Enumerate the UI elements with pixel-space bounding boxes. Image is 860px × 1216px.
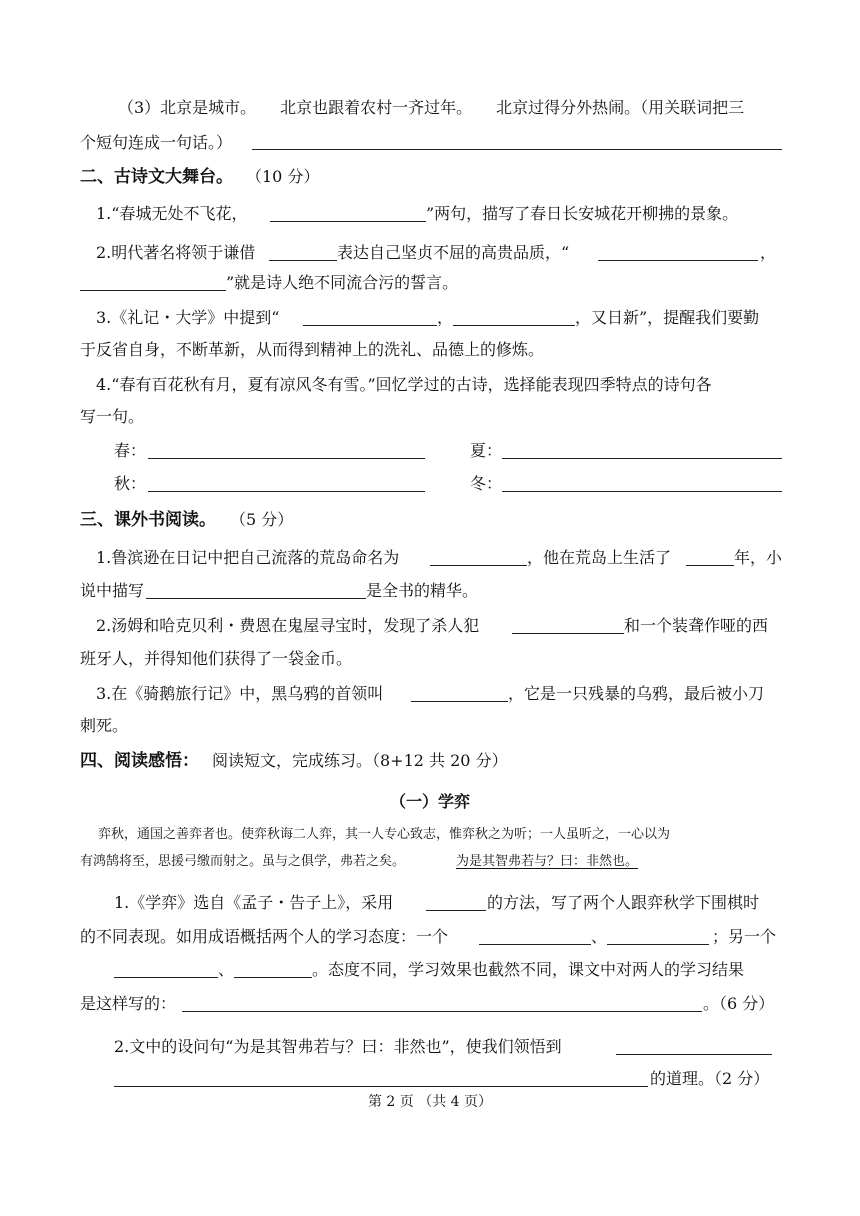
- section-4-heading: [0, 746, 860, 776]
- q-text: ”就是诗人绝不同流合污的誓言。: [226, 273, 459, 292]
- section-3-heading: [0, 505, 860, 535]
- label-autumn: 秋：: [114, 474, 147, 493]
- q-text: ，又日新”，提醒我们要勤: [575, 308, 760, 327]
- s2-q3-cont: [0, 335, 860, 365]
- s3-q2-cont: [0, 644, 860, 674]
- q-text: ，: [437, 308, 454, 327]
- s4-q1-cont3: [0, 989, 860, 1019]
- q-text: ，: [760, 243, 777, 262]
- q-text: 刺死。: [80, 716, 129, 735]
- autumn-blank[interactable]: [148, 491, 425, 492]
- q-text: 、: [218, 960, 235, 979]
- answer-blank[interactable]: [80, 290, 226, 291]
- answer-blank[interactable]: [479, 944, 591, 945]
- answer-blank[interactable]: [270, 221, 426, 222]
- q-text: 2.汤姆和哈克贝利・费恩在鬼屋寻宝时，发现了杀人犯: [96, 616, 480, 635]
- answer-blank[interactable]: [411, 701, 508, 702]
- winter-blank[interactable]: [502, 491, 782, 492]
- label-winter: 冬：: [470, 474, 503, 493]
- q-text: 年，小: [734, 548, 783, 567]
- s3-q3: [0, 679, 860, 709]
- q-text: 3.《礼记・大学》中提到“: [96, 308, 280, 327]
- q-text: ，他在荒岛上生活了: [527, 548, 672, 567]
- answer-blank[interactable]: [426, 910, 486, 911]
- section-title: 三、课外书阅读。: [80, 510, 216, 530]
- answer-blank[interactable]: [616, 1054, 772, 1055]
- s3-q1-cont: [0, 576, 860, 606]
- q-text: 表达自己坚贞不屈的高贵品质，“: [337, 243, 570, 262]
- s2-q4: [0, 370, 860, 400]
- q-text: ，它是一只残暴的乌鸦，最后被小刀: [508, 684, 765, 703]
- q-text: 的方法，写了两个人跟弈秋学下围棋时: [487, 893, 760, 912]
- q-text: 、: [591, 927, 608, 946]
- q-text: 是这样写的：: [80, 994, 177, 1013]
- q-text: 1.《学弈》选自《孟子・告子上》，采用: [114, 893, 394, 912]
- s4-q1-cont2: [0, 955, 860, 985]
- q-text: 于反省自身，不断革新，从而得到精神上的洗礼、品德上的修炼。: [80, 340, 545, 359]
- spring-blank[interactable]: [148, 458, 425, 459]
- q-text: 写一句。: [80, 407, 145, 426]
- answer-blank[interactable]: [430, 565, 527, 566]
- passage-text: 弈秋，通国之善弈者也。使弈秋诲二人弈，其一人专心致志，惟弈秋之为听；一人虽听之，一心以为: [98, 827, 671, 842]
- page-footer: [0, 1087, 860, 1117]
- q-text: 的道理。（2 分）: [650, 1069, 770, 1088]
- s4-q1: [0, 888, 860, 918]
- s4-q1-cont: [0, 922, 860, 952]
- s4-q2: [0, 1032, 860, 1062]
- q3-text: （3）北京是城市。 北京也跟着农村一齐过年。 北京过得分外热闹。（用关联词把三: [118, 98, 745, 117]
- summer-blank[interactable]: [502, 458, 782, 459]
- answer-blank[interactable]: [182, 1011, 702, 1012]
- q-text: 和一个装聋作哑的西: [624, 616, 769, 635]
- passage-line-2: [0, 847, 860, 877]
- answer-blank[interactable]: [303, 325, 437, 326]
- q-text: 是全书的精华。: [366, 581, 479, 600]
- section-title: 四、阅读感悟：: [80, 751, 199, 771]
- answer-blank[interactable]: [252, 149, 782, 150]
- s2-q2-cont: [0, 268, 860, 298]
- answer-blank[interactable]: [607, 944, 709, 945]
- s2-q2: [0, 238, 860, 268]
- passage-title: [0, 787, 860, 817]
- q3-text-2: 个短句连成一句话。）: [80, 133, 233, 152]
- s2-q3: [0, 303, 860, 333]
- section-title: 二、古诗文大舞台。: [80, 167, 233, 187]
- q-text: 3.在《骑鹅旅行记》中，黑乌鸦的首领叫: [96, 684, 384, 703]
- q-text: 1.“春城无处不飞花，: [96, 204, 248, 223]
- s2-q1: [0, 199, 860, 229]
- answer-blank[interactable]: [512, 633, 624, 634]
- q-text: 班牙人，并得知他们获得了一袋金币。: [80, 649, 353, 668]
- q-text: 的不同表现。如用成语概括两个人的学习态度：一个: [80, 927, 449, 946]
- answer-blank[interactable]: [234, 977, 312, 978]
- answer-blank[interactable]: [598, 260, 758, 261]
- s3-q3-cont: [0, 711, 860, 741]
- answer-blank[interactable]: [453, 325, 575, 326]
- section-2-heading: [0, 162, 860, 192]
- answer-blank[interactable]: [146, 598, 366, 599]
- q-text: 。（6 分）: [703, 994, 775, 1013]
- q-text: 2.文中的设问句“为是其智弗若与？曰：非然也”，使我们领悟到: [114, 1037, 562, 1056]
- answer-blank[interactable]: [686, 565, 734, 566]
- q3-line2: [0, 128, 860, 158]
- answer-blank[interactable]: [269, 260, 337, 261]
- s2-q4-cont: [0, 402, 860, 432]
- label-spring: 春：: [114, 441, 147, 460]
- q-text: 1.鲁滨逊在日记中把自己流落的荒岛命名为: [96, 548, 400, 567]
- q-text: 。态度不同，学习效果也截然不同，课文中对两人的学习结果: [312, 960, 745, 979]
- passage-line-1: [0, 820, 860, 850]
- section-score: （10 分）: [246, 167, 320, 186]
- passage-text: 有鸿鹄将至，思援弓缴而射之。虽与之俱学，弗若之矣。: [80, 854, 406, 869]
- q-text: 2.明代著名将领于谦借: [96, 243, 256, 262]
- q-text: 说中描写: [80, 581, 145, 600]
- q3-line1: [0, 93, 860, 123]
- answer-blank[interactable]: [114, 977, 218, 978]
- label-summer: 夏：: [470, 441, 503, 460]
- season-row-1: [0, 436, 860, 466]
- passage-underlined-text: 为是其智弗若与？曰：非然也。: [456, 854, 639, 869]
- s3-q2: [0, 611, 860, 641]
- s3-q1: [0, 543, 860, 573]
- season-row-2: [0, 469, 860, 499]
- q-text: ；另一个: [712, 927, 777, 946]
- q-text: ”两句，描写了春日长安城花开柳拂的景象。: [426, 204, 739, 223]
- section-score: （5 分）: [230, 510, 294, 529]
- passage-title-text: （一）学弈: [389, 792, 470, 811]
- page-number: 第 2 页 （共 4 页）: [367, 1094, 493, 1110]
- section-instructions: 阅读短文，完成练习。（8+12 共 20 分）: [212, 751, 508, 770]
- q-text: 4.“春有百花秋有月，夏有凉风冬有雪。”回忆学过的古诗，选择能表现四季特点的诗句各: [96, 375, 712, 394]
